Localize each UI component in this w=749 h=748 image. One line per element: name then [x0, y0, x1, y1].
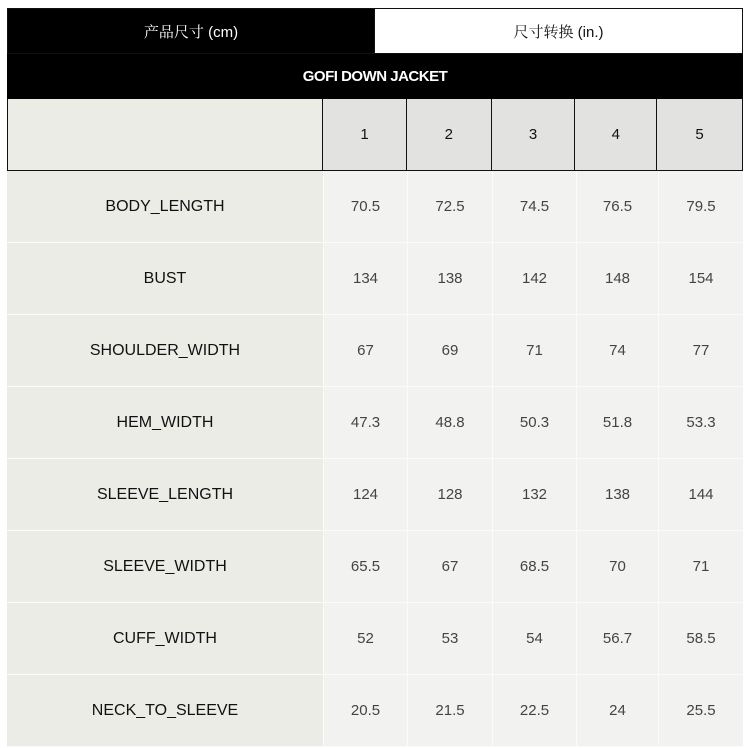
row-label: HEM_WIDTH	[7, 387, 323, 458]
size-header-5: 5	[657, 99, 742, 170]
row-label: BODY_LENGTH	[7, 171, 323, 242]
table-cell: 53.3	[658, 387, 743, 458]
row-label: SHOULDER_WIDTH	[7, 315, 323, 386]
table-row	[7, 459, 743, 531]
table-row	[7, 243, 743, 315]
table-cell: 71	[492, 315, 576, 386]
table-cell: 70.5	[323, 171, 407, 242]
table-row	[7, 315, 743, 387]
table-cell: 21.5	[407, 675, 492, 746]
table-cell: 134	[323, 243, 407, 314]
tab-size-conversion-in[interactable]: 尺寸转换 (in.)	[375, 8, 743, 54]
table-row	[7, 387, 743, 459]
table-cell: 138	[407, 243, 492, 314]
size-header-4: 4	[575, 99, 657, 170]
table-cell: 56.7	[576, 603, 658, 674]
table-row	[7, 531, 743, 603]
table-row	[7, 603, 743, 675]
table-cell: 24	[576, 675, 658, 746]
table-row	[7, 171, 743, 243]
table-cell: 77	[658, 315, 743, 386]
table-cell: 68.5	[492, 531, 576, 602]
size-header-3: 3	[492, 99, 576, 170]
table-cell: 54	[492, 603, 576, 674]
table-cell: 132	[492, 459, 576, 530]
table-cell: 58.5	[658, 603, 743, 674]
table-cell: 74	[576, 315, 658, 386]
table-cell: 128	[407, 459, 492, 530]
table-cell: 144	[658, 459, 743, 530]
table-cell: 67	[323, 315, 407, 386]
table-cell: 20.5	[323, 675, 407, 746]
row-label: CUFF_WIDTH	[7, 603, 323, 674]
table-cell: 25.5	[658, 675, 743, 746]
table-row	[7, 675, 743, 747]
unit-tabs	[7, 8, 743, 54]
row-label: BUST	[7, 243, 323, 314]
table-cell: 69	[407, 315, 492, 386]
tab-product-size-cm[interactable]: 产品尺寸 (cm)	[7, 8, 375, 54]
table-cell: 72.5	[407, 171, 492, 242]
header-corner-cell	[8, 99, 323, 170]
table-cell: 53	[407, 603, 492, 674]
table-cell: 142	[492, 243, 576, 314]
table-cell: 74.5	[492, 171, 576, 242]
table-cell: 65.5	[323, 531, 407, 602]
table-cell: 22.5	[492, 675, 576, 746]
table-cell: 67	[407, 531, 492, 602]
size-header-1: 1	[323, 99, 407, 170]
size-table-body	[7, 171, 743, 747]
row-label: SLEEVE_WIDTH	[7, 531, 323, 602]
table-cell: 71	[658, 531, 743, 602]
table-cell: 79.5	[658, 171, 743, 242]
size-header-row	[7, 99, 743, 171]
table-cell: 138	[576, 459, 658, 530]
table-cell: 48.8	[407, 387, 492, 458]
size-header-2: 2	[407, 99, 492, 170]
row-label: SLEEVE_LENGTH	[7, 459, 323, 530]
table-cell: 47.3	[323, 387, 407, 458]
table-cell: 52	[323, 603, 407, 674]
table-cell: 51.8	[576, 387, 658, 458]
table-cell: 70	[576, 531, 658, 602]
table-cell: 76.5	[576, 171, 658, 242]
table-cell: 124	[323, 459, 407, 530]
table-title: GOFI DOWN JACKET	[7, 54, 743, 99]
row-label: NECK_TO_SLEEVE	[7, 675, 323, 746]
table-cell: 50.3	[492, 387, 576, 458]
table-cell: 148	[576, 243, 658, 314]
table-cell: 154	[658, 243, 743, 314]
